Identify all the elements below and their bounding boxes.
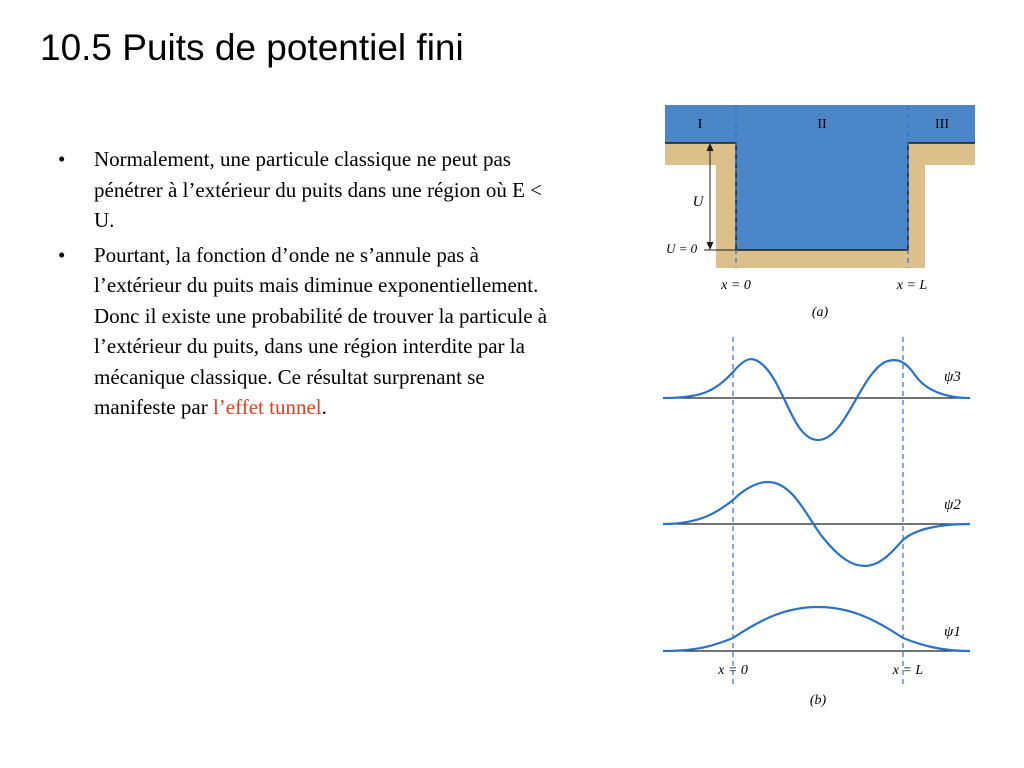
height-label: U <box>692 194 704 210</box>
x-left-label-b: x = 0 <box>718 663 748 678</box>
x-right-label-a: x = L <box>896 278 928 293</box>
caption-b: (b) <box>809 693 827 708</box>
bullet-text-end: . <box>321 395 327 419</box>
slide-title: 10.5 Puits de potentiel fini <box>40 27 464 68</box>
bullet-item <box>58 144 548 236</box>
bullet-marker: • <box>58 242 66 267</box>
potential-well-figure <box>660 100 980 720</box>
x-right-label-b: x = L <box>892 663 924 678</box>
label-psi2: ψ2 <box>944 497 961 513</box>
region-label-ii: II <box>817 117 827 132</box>
figure-b <box>663 337 970 708</box>
label-psi1: ψ1 <box>944 624 961 640</box>
x-left-label-a: x = 0 <box>721 278 751 293</box>
curve-psi1 <box>663 607 970 651</box>
bullet-text: Pourtant, la fonction d’onde ne s’annule pas à l’extérieur du puits mais diminue exponentiellement. Donc il existe une probabilité de trouver la particule à l’extérieur du puits, dans une région interdite par la mécanique classique. Ce résultat surprenant se manifeste par <box>94 242 548 419</box>
region-label-iii: III <box>935 117 949 132</box>
bullet-list <box>58 144 548 427</box>
bullet-marker: • <box>58 147 66 171</box>
curve-psi3 <box>663 359 970 440</box>
region-label-i: I <box>697 117 703 132</box>
bullet-item <box>58 240 548 423</box>
caption-a: (a) <box>811 305 829 320</box>
figure-a <box>665 105 975 320</box>
label-psi3: ψ3 <box>944 369 961 385</box>
bullet-text: Normalement, une particule classique ne peut pas pénétrer à l’extérieur du puits dans une région où E < U. <box>94 147 543 232</box>
zero-label: U = 0 <box>666 241 698 256</box>
arrow-head-down-icon <box>707 242 714 250</box>
figure-svg <box>660 100 980 720</box>
tunnel-effect-highlight: l’effet tunnel <box>212 395 322 419</box>
well-water <box>736 143 908 250</box>
